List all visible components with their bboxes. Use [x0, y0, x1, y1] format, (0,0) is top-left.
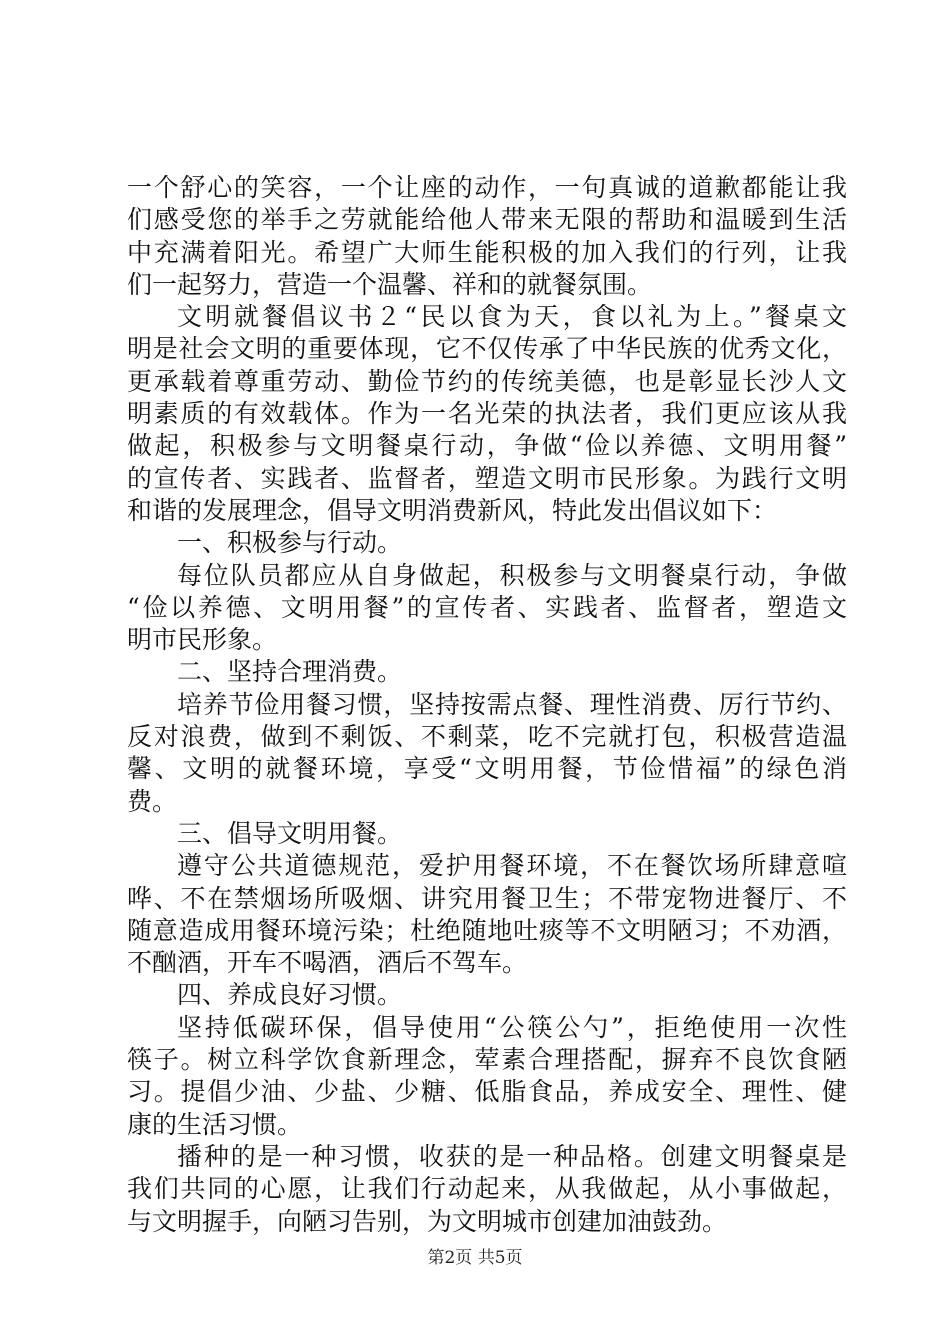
- paragraph-line: “俭以养德、文明用餐”的宣传者、实践者、监督者，塑造文: [127, 592, 847, 622]
- paragraph-line: 筷子。树立科学饮食新理念，荤素合理搭配，摒弃不良饮食陋: [127, 1045, 847, 1075]
- paragraph-line: 播种的是一种习惯，收获的是一种品格。创建文明餐桌是: [177, 1141, 847, 1171]
- paragraph-line: 馨、文明的就餐环境，享受“文明用餐，节俭惜福”的绿色消: [127, 754, 847, 784]
- paragraph-line: 哗、不在禁烟场所吸烟、讲究用餐卫生；不带宠物进餐厅、不: [127, 883, 847, 913]
- paragraph-line: 明市民形象。: [127, 625, 278, 655]
- paragraph-line: 和谐的发展理念，倡导文明消费新风，特此发出倡议如下：: [127, 495, 778, 525]
- paragraph-line: 不酗酒，开车不喝酒，酒后不驾车。: [127, 948, 528, 978]
- paragraph-line: 随意造成用餐环境污染；杜绝随地吐痰等不文明陋习；不劝酒，: [127, 915, 847, 945]
- section-heading: 一、积极参与行动。: [177, 528, 403, 558]
- paragraph-line: 与文明握手，向陋习告别，为文明城市创建加油鼓劲。: [127, 1206, 728, 1236]
- paragraph-line: 中充满着阳光。希望广大师生能积极的加入我们的行列，让我: [127, 237, 847, 267]
- paragraph-line: 们感受您的举手之劳就能给他人带来无限的帮助和温暖到生活: [127, 205, 847, 235]
- section-heading: 四、养成良好习惯。: [177, 980, 403, 1010]
- paragraph-line: 更承载着尊重劳动、勤俭节约的传统美德，也是彰显长沙人文: [127, 366, 847, 396]
- paragraph-line: 遵守公共道德规范，爱护用餐环境，不在餐饮场所肆意喧: [177, 851, 847, 881]
- paragraph-line: 一个舒心的笑容，一个让座的动作，一句真诚的道歉都能让我: [127, 173, 847, 202]
- paragraph-line: 培养节俭用餐习惯，坚持按需点餐、理性消费、厉行节约、: [177, 689, 847, 719]
- paragraph-line: 费。: [127, 786, 178, 816]
- paragraph-line: 们一起努力，营造一个温馨、祥和的就餐氛围。: [127, 269, 653, 299]
- paragraph-line: 的宣传者、实践者、监督者，塑造文明市民形象。为践行文明: [127, 463, 847, 493]
- paragraph-line: 明是社会文明的重要体现，它不仅传承了中华民族的优秀文化，: [127, 334, 847, 364]
- paragraph-line: 坚持低碳环保，倡导使用“公筷公勺”，拒绝使用一次性: [177, 1012, 847, 1042]
- paragraph-line: 文明就餐倡议书２“民以食为天，食以礼为上。”餐桌文: [177, 302, 847, 332]
- document-body: [127, 172, 847, 1238]
- paragraph-line: 明素质的有效载体。作为一名光荣的执法者，我们更应该从我: [127, 399, 847, 429]
- paragraph-line: 做起，积极参与文明餐桌行动，争做“俭以养德、文明用餐”: [127, 431, 847, 461]
- paragraph-line: 习。提倡少油、少盐、少糖、低脂食品，养成安全、理性、健: [127, 1077, 847, 1107]
- paragraph-line: 我们共同的心愿，让我们行动起来，从我做起，从小事做起，: [127, 1174, 847, 1204]
- paragraph-line: 反对浪费，做到不剩饭、不剩菜，吃不完就打包，积极营造温: [127, 722, 847, 752]
- paragraph-line: 康的生活习惯。: [127, 1109, 303, 1139]
- section-heading: 三、倡导文明用餐。: [177, 818, 403, 848]
- section-heading: 二、坚持合理消费。: [177, 657, 403, 687]
- page-number-footer: 第2页 共5页: [427, 1248, 523, 1268]
- paragraph-line: 每位队员都应从自身做起，积极参与文明餐桌行动，争做: [177, 560, 847, 590]
